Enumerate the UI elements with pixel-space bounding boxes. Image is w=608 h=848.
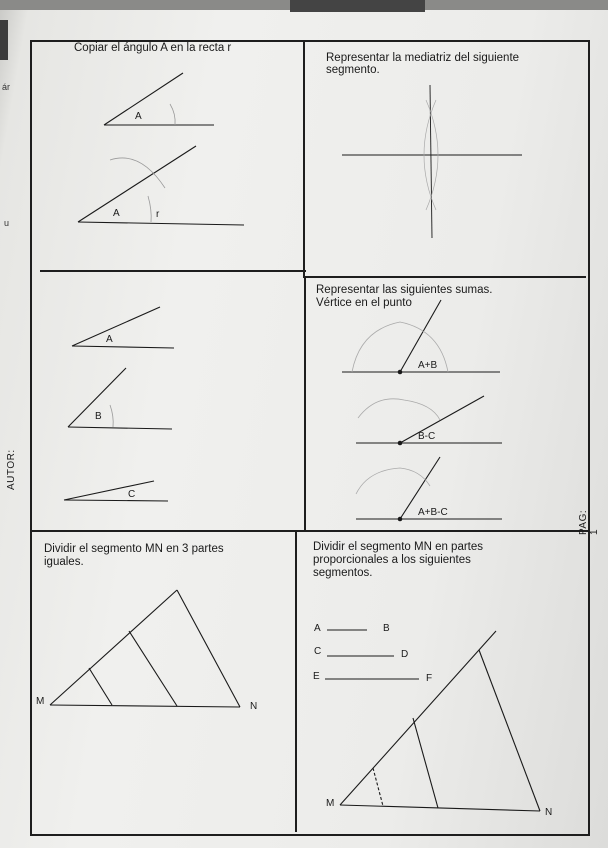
divide-three-title-line1: Dividir el segmento MN en 3 partes <box>44 543 224 555</box>
closing-line <box>479 650 540 811</box>
page-number: PAG: 1 <box>578 509 600 535</box>
vertex-point <box>398 517 403 522</box>
point-label-n: N <box>545 807 553 818</box>
bisector-title-line2: segmento. <box>326 64 380 76</box>
parallel-line-1 <box>373 768 383 806</box>
divide-proportional-title-line3: segmentos. <box>313 567 373 579</box>
parallel-line-2 <box>413 718 438 808</box>
parallel-line-2 <box>129 631 177 706</box>
auxiliary-ray <box>340 631 496 805</box>
segment-label-c: C <box>314 646 322 657</box>
angle-a-copy <box>78 146 244 225</box>
side-text-fragment: u <box>4 218 10 228</box>
angle-label-a: A <box>135 111 142 122</box>
bisector-line <box>430 85 432 238</box>
segment-label-b: B <box>383 623 390 634</box>
point-label-m: M <box>326 798 335 809</box>
angle-b-arc <box>110 405 113 427</box>
segment-label-e: E <box>313 671 320 682</box>
vertex-point <box>398 441 403 446</box>
angle-c-given <box>64 481 168 501</box>
angle-b-given <box>68 368 172 429</box>
segment-mn <box>50 705 240 707</box>
line-label-r: r <box>156 209 160 220</box>
angle-label-a: A <box>106 334 113 345</box>
angle-a-given-base <box>72 346 174 348</box>
sum2-ray <box>400 396 484 443</box>
auxiliary-ray <box>50 590 177 705</box>
angle-a-given-ray <box>72 307 160 346</box>
point-label-m: M <box>36 696 45 707</box>
divide-proportional-title-line2: proporcionales a los siguientes <box>313 554 471 566</box>
line-r <box>78 222 244 225</box>
segment-label-f: F <box>426 673 433 684</box>
angle-c-given-ray <box>64 481 154 500</box>
angle-c-given-base <box>64 500 168 501</box>
copy-angle-title: Copiar el ángulo A en la recta r <box>74 42 232 54</box>
segment-label-d: D <box>401 649 409 660</box>
copied-angle-ray <box>78 146 196 222</box>
bisector-construction <box>342 85 522 238</box>
sum-label-a-plus-b-minus-c: A+B-C <box>418 507 448 518</box>
segment-mn <box>340 805 540 811</box>
author-label: AUTOR: <box>6 449 17 490</box>
angle-label-c: C <box>128 489 136 500</box>
sum-label-b-minus-c: B-C <box>418 431 436 442</box>
sum-label-a-plus-b: A+B <box>418 360 438 371</box>
angle-sums-title-line2: Vértice en el punto <box>316 297 412 309</box>
bisector-title-line1: Representar la mediatriz del siguiente <box>326 52 520 64</box>
angle-b-given-base <box>68 427 172 429</box>
angle-a-given <box>72 307 174 348</box>
side-text-fragment: ár <box>2 82 11 92</box>
angle-label-a-copy: A <box>113 208 120 219</box>
angle-a-ray <box>104 73 183 125</box>
divide-three-title-line2: iguales. <box>44 556 84 568</box>
copy-arc-small <box>148 196 151 222</box>
angle-sums-title-line1: Representar las siguientes sumas. <box>316 284 493 296</box>
parallel-line-1 <box>89 668 112 705</box>
angle-label-b: B <box>95 411 102 422</box>
closing-line <box>177 590 240 707</box>
divide-proportional-title-line1: Dividir el segmento MN en partes <box>313 541 484 553</box>
divide-three-construction <box>50 590 240 707</box>
angle-a-arc <box>170 104 175 125</box>
divide-proportional-construction <box>340 631 540 811</box>
segment-label-a: A <box>314 623 321 634</box>
point-label-n: N <box>250 701 258 712</box>
angle-a-original <box>104 73 214 125</box>
sum2-arc <box>358 399 440 420</box>
vertex-point <box>398 370 403 375</box>
